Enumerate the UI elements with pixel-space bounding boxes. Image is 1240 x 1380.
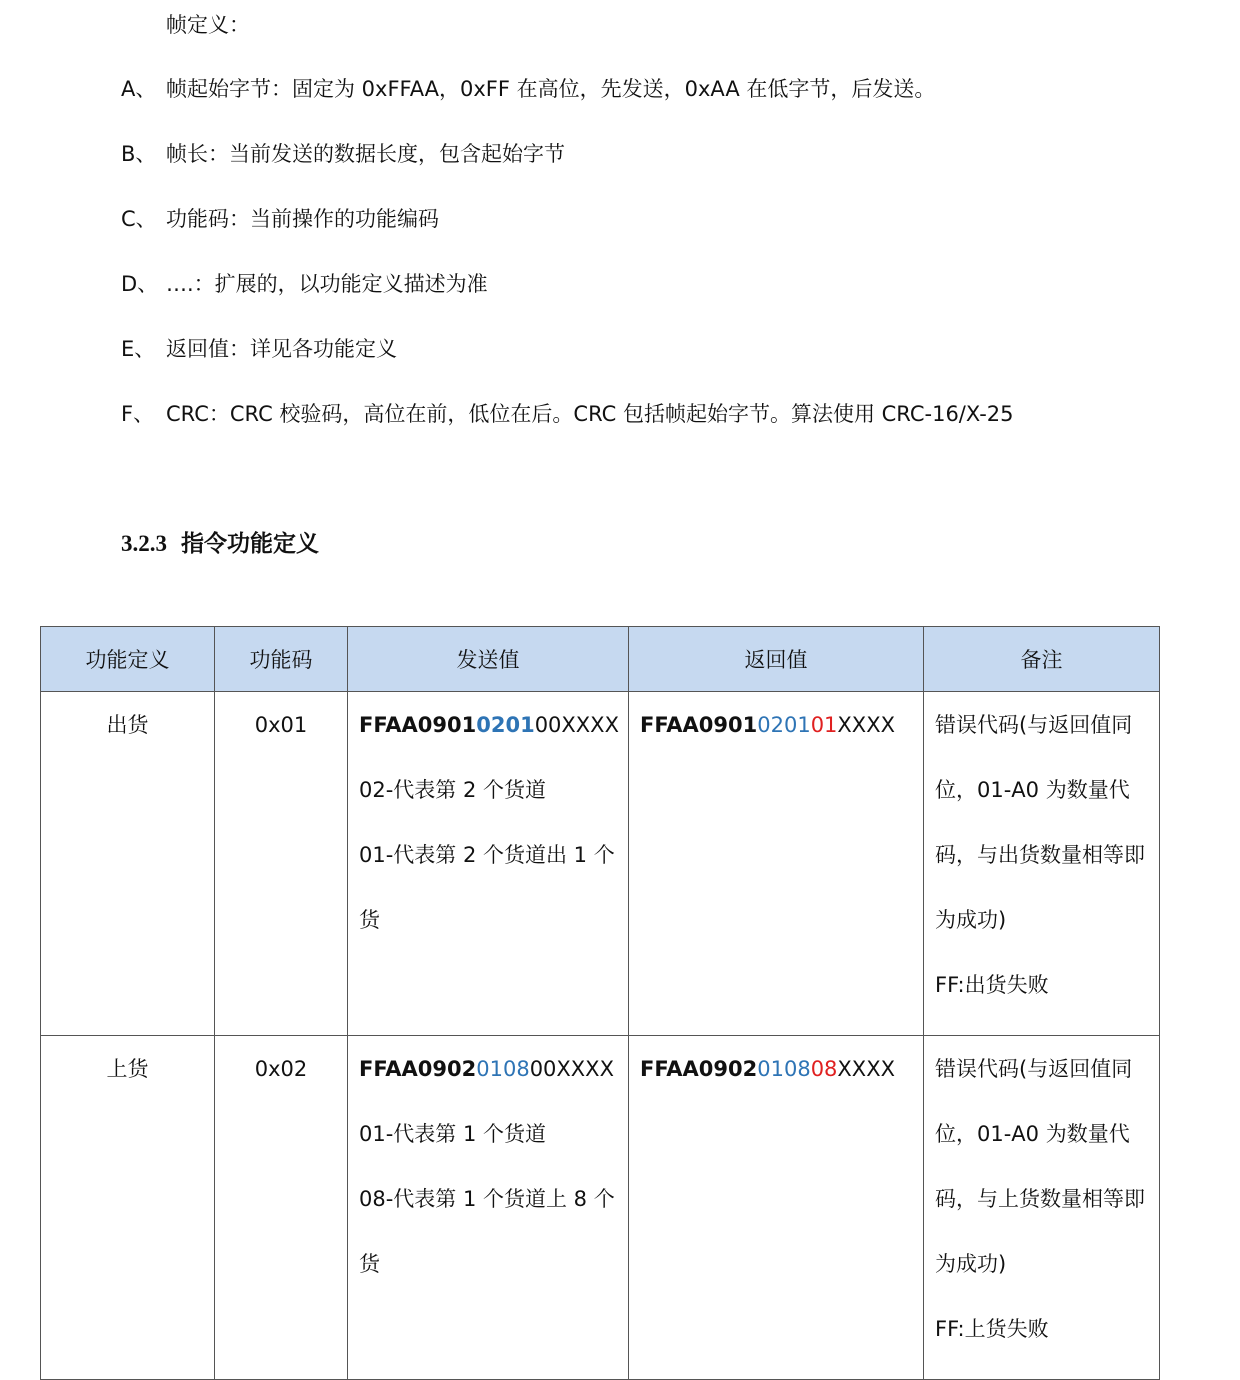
remark-line: 为成功): [935, 1252, 1007, 1276]
header-code: 功能码: [215, 627, 348, 692]
definition-text: 帧起始字节：固定为 0xFFAA，0xFF 在高位，先发送，0xAA 在低字节，后发送。: [166, 77, 936, 101]
return-highlight: 0201: [757, 713, 811, 737]
remark-cell: [924, 692, 1160, 1036]
send-note: 01-代表第 1 个货道: [359, 1122, 547, 1146]
return-code: FFAA0902010808XXXX: [640, 1057, 895, 1081]
section-title: 指令功能定义: [181, 531, 319, 556]
return-value-cell: [629, 1036, 924, 1380]
definition-letter: F、: [121, 402, 155, 426]
definition-text: ….：扩展的，以功能定义描述为准: [166, 272, 488, 296]
table-row: [41, 1036, 1160, 1380]
remark-line: FF:上货失败: [935, 1317, 1049, 1341]
frame-definition-title: 帧定义：: [166, 13, 250, 37]
header-send-value: 发送值: [348, 627, 629, 692]
send-note: 01-代表第 2 个货道出 1 个: [359, 843, 615, 867]
code-cell: 0x01: [215, 692, 348, 1036]
send-note: 货: [359, 908, 380, 932]
return-value-cell: [629, 692, 924, 1036]
definition-text: CRC：CRC 校验码，高位在前，低位在后。CRC 包括帧起始字节。算法使用 CRC-16/X-25: [166, 402, 1014, 426]
table-row: [41, 692, 1160, 1036]
function-cell: 出货: [41, 692, 215, 1036]
definition-letter: B、: [121, 142, 157, 166]
return-highlight: 0108: [757, 1057, 811, 1081]
remark-line: 位，01-A0 为数量代: [935, 778, 1130, 802]
remark-line: 为成功): [935, 908, 1007, 932]
remark-line: 码，与出货数量相等即: [935, 843, 1145, 867]
header-return-value: 返回值: [629, 627, 924, 692]
definition-text: 返回值：详见各功能定义: [166, 337, 397, 361]
send-note: 货: [359, 1252, 380, 1276]
header-remark: 备注: [924, 627, 1160, 692]
remark-line: FF:出货失败: [935, 973, 1049, 997]
remark-line: 错误代码(与返回值同: [935, 1057, 1133, 1081]
send-highlight: 0108: [476, 1057, 530, 1081]
send-code: FFAA0902010800XXXX: [359, 1057, 614, 1081]
header-function: 功能定义: [41, 627, 215, 692]
definition-letter: C、: [121, 207, 157, 231]
remark-line: 码，与上货数量相等即: [935, 1187, 1145, 1211]
send-note: 02-代表第 2 个货道: [359, 778, 547, 802]
send-note: 08-代表第 1 个货道上 8 个: [359, 1187, 615, 1211]
function-cell: 上货: [41, 1036, 215, 1380]
send-code: FFAA0901020100XXXX: [359, 713, 619, 737]
table-header-row: [41, 627, 1160, 692]
definition-letter: A、: [121, 77, 157, 101]
definition-letter: D、: [121, 272, 159, 296]
section-number: 3.2.3: [121, 531, 167, 556]
definition-text: 功能码：当前操作的功能编码: [166, 207, 439, 231]
command-function-table: [40, 626, 1160, 1380]
return-status: 08: [810, 1057, 838, 1081]
remark-cell: [924, 1036, 1160, 1380]
send-value-cell: [348, 692, 629, 1036]
remark-line: 错误代码(与返回值同: [935, 713, 1133, 737]
code-cell: 0x02: [215, 1036, 348, 1380]
send-highlight: 0201: [476, 713, 535, 737]
send-value-cell: [348, 1036, 629, 1380]
remark-line: 位，01-A0 为数量代: [935, 1122, 1130, 1146]
return-status: 01: [810, 713, 838, 737]
definition-text: 帧长：当前发送的数据长度，包含起始字节: [166, 142, 565, 166]
return-code: FFAA0901020101XXXX: [640, 713, 895, 737]
section-heading: [121, 528, 319, 560]
definition-letter: E、: [121, 337, 156, 361]
